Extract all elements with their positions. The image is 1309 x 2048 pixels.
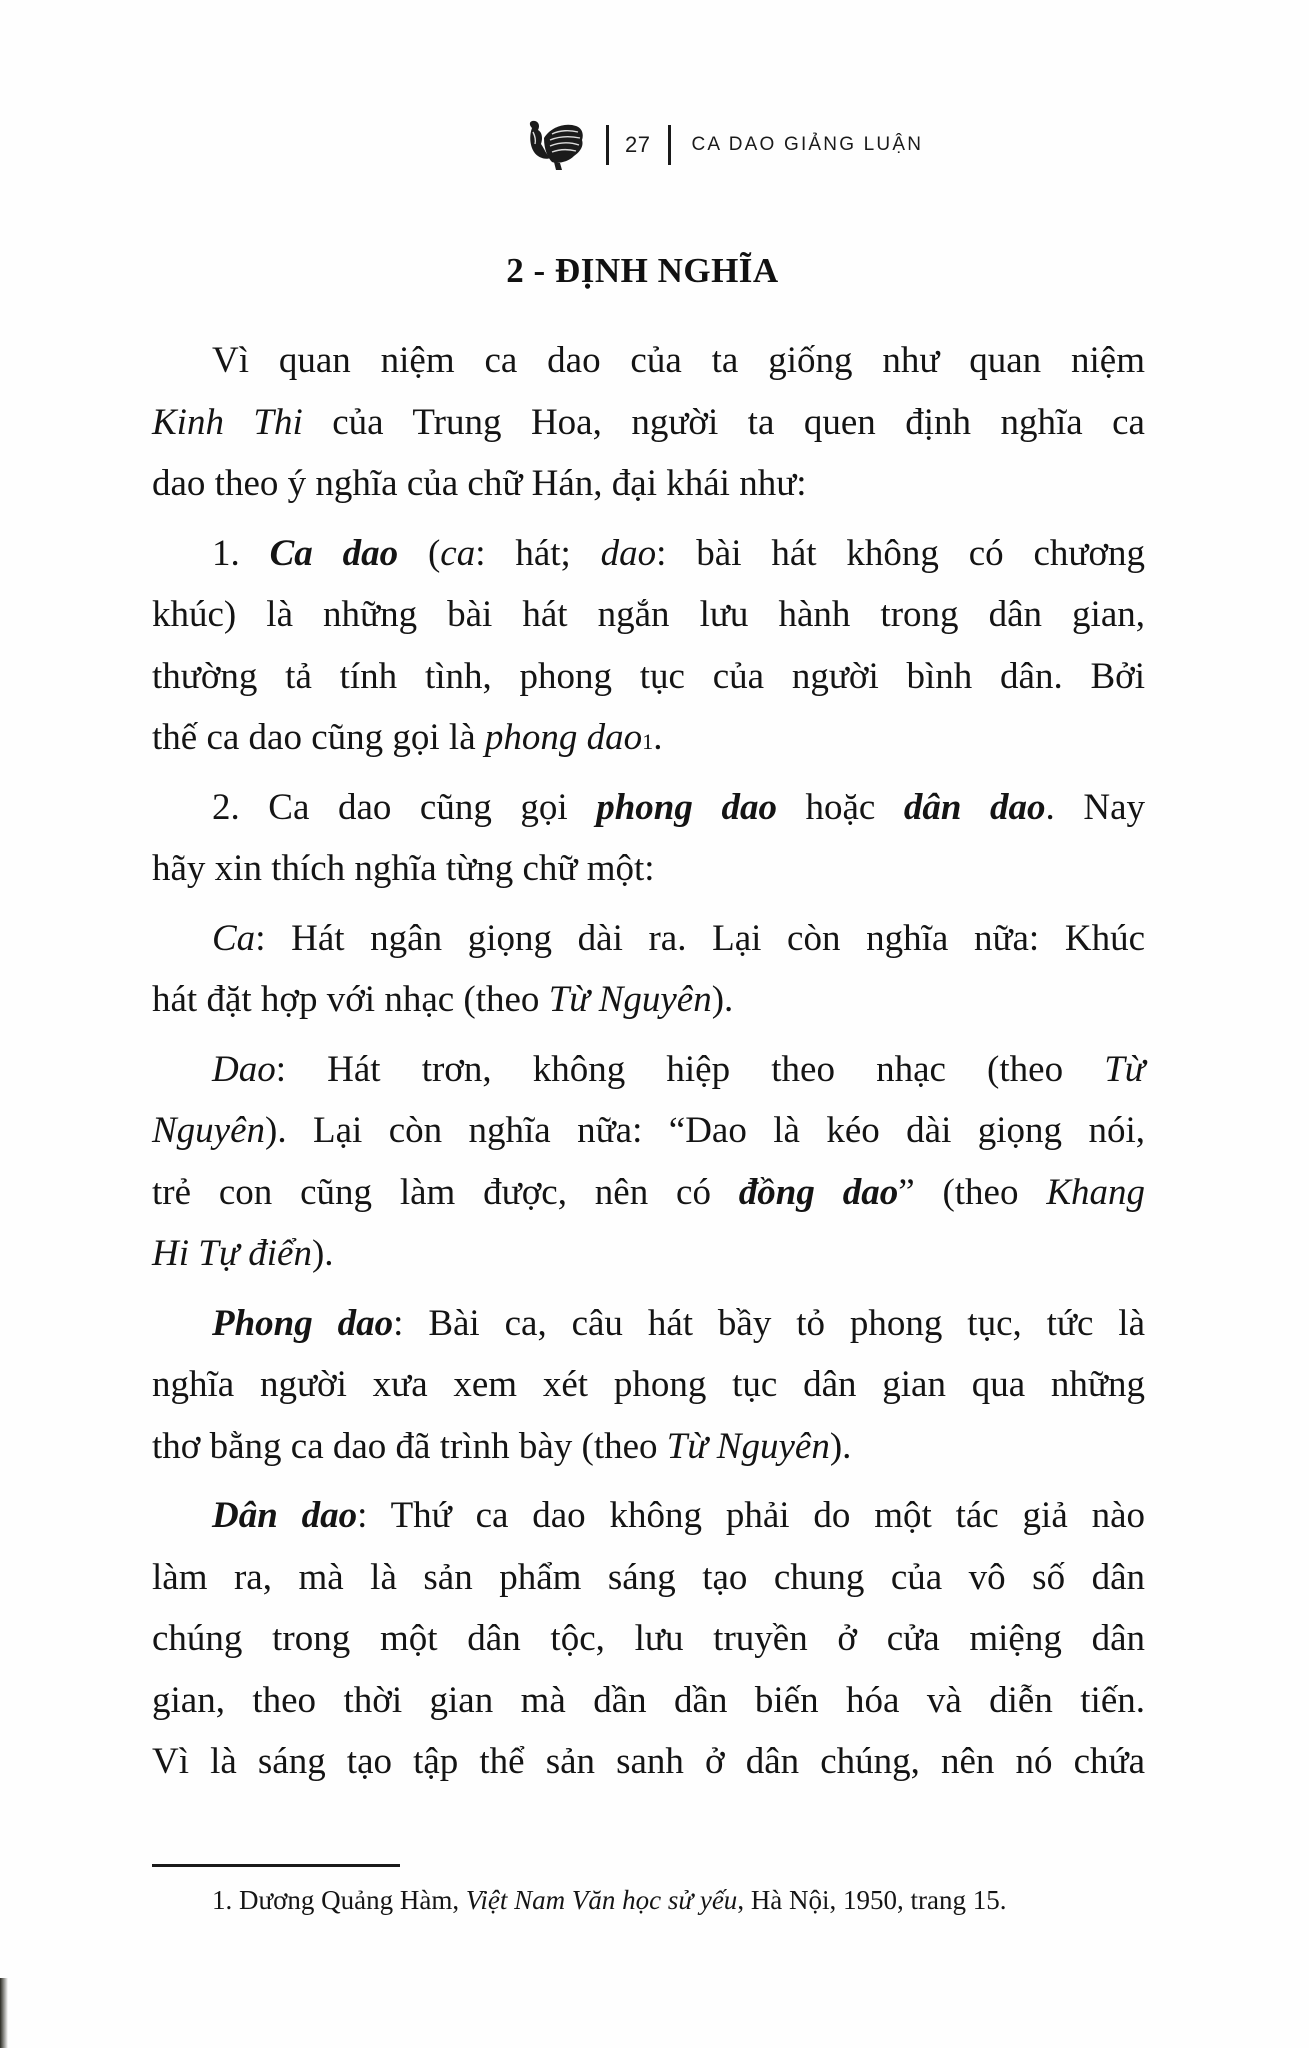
line-content — [212, 523, 1145, 585]
text-run: thế ca dao cũng gọi là — [152, 717, 485, 758]
emphasis-text: phong dao — [484, 717, 643, 758]
text-line — [152, 1731, 1145, 1793]
text-line — [152, 1670, 1145, 1732]
emphasis-text: Kinh Thi — [152, 401, 303, 443]
text-run: . Nay — [1045, 786, 1145, 828]
text-run: dao theo ý nghĩa của chữ Hán, đại khái như: — [152, 463, 807, 504]
text-run: : Hát ngân giọng dài ra. Lại còn nghĩa nữa: Khúc — [255, 917, 1145, 959]
line-content — [152, 1100, 1145, 1162]
text-run: : hát; — [475, 532, 601, 574]
text-run: ). — [311, 1233, 334, 1274]
paragraph — [152, 330, 1145, 515]
text-line — [152, 1608, 1145, 1670]
emphasis-text: Phong dao — [212, 1302, 394, 1344]
text-line — [152, 707, 1145, 769]
line-content — [152, 646, 1145, 708]
paragraph — [152, 1485, 1145, 1793]
emphasis-text: Từ Nguyên — [548, 979, 712, 1020]
text-line — [152, 1416, 1145, 1478]
text-run: khúc) là những bài hát ngắn lưu hành trong dân gian, — [152, 594, 1145, 635]
line-content — [212, 1485, 1145, 1547]
line-content — [212, 1039, 1145, 1101]
text-run: ). — [711, 979, 734, 1020]
emphasis-text: Nguyên — [152, 1110, 266, 1151]
footnote — [212, 1882, 1007, 1918]
line-content — [212, 330, 1145, 392]
text-line — [152, 1162, 1145, 1224]
line-content — [152, 1670, 1145, 1732]
line-content — [212, 1293, 1145, 1355]
text-run: ( — [398, 532, 441, 574]
text-line — [152, 453, 1145, 515]
emphasis-text: phong dao — [596, 786, 777, 828]
footnote-marker: 1 — [642, 729, 654, 754]
line-content — [152, 969, 733, 1031]
text-line — [152, 969, 1145, 1031]
text-run: . — [653, 717, 663, 758]
page-number: 27 — [625, 132, 651, 157]
text-line — [152, 1547, 1145, 1609]
line-content — [152, 1547, 1145, 1609]
emphasis-text: Dân dao — [212, 1495, 358, 1536]
line-content — [152, 1731, 1145, 1793]
text-line — [152, 1223, 1145, 1285]
emphasis-text: Ca — [212, 917, 256, 959]
text-run: hãy xin thích nghĩa từng chữ một: — [152, 848, 655, 889]
text-line — [152, 523, 1145, 585]
paragraph — [152, 777, 1145, 900]
text-run: : Thứ ca dao không phải do một tác giả nào — [357, 1495, 1145, 1536]
emphasis-text: Từ — [1104, 1048, 1145, 1090]
paragraph — [152, 908, 1145, 1031]
text-run: Vì quan niệm ca dao của ta giống như quan niệm — [212, 340, 1145, 381]
text-run: chúng trong một dân tộc, lưu truyền ở cửa miệng dân — [152, 1618, 1145, 1659]
text-line — [152, 392, 1145, 454]
text-run: : bài hát không có chương — [656, 532, 1146, 574]
text-run: , Hà Nội, 1950, trang 15. — [737, 1885, 1007, 1915]
paragraph — [152, 1293, 1145, 1478]
paragraph — [152, 523, 1145, 769]
text-run: hát đặt hợp với nhạc (theo — [152, 979, 549, 1020]
emphasis-text: Từ Nguyên — [666, 1425, 830, 1467]
text-line — [152, 1354, 1145, 1416]
line-content — [152, 707, 662, 769]
text-line — [152, 908, 1145, 970]
emphasis-text: Ca dao — [269, 532, 399, 574]
emphasis-text: Việt Nam Văn học sử yếu — [465, 1885, 738, 1915]
line-content — [152, 1608, 1145, 1670]
text-run: thường tả tính tình, phong tục của người bình dân. Bởi — [152, 655, 1145, 697]
text-run: : Hát trơn, không hiệp theo nhạc (theo — [275, 1048, 1105, 1090]
running-head — [524, 118, 923, 172]
chapter-title — [0, 251, 1309, 291]
text-run: ” (theo — [898, 1171, 1047, 1213]
page-edge-shadow — [0, 1978, 8, 2048]
text-run: của Trung Hoa, người ta quen định nghĩa ca — [302, 401, 1145, 443]
emphasis-text: đồng dao — [738, 1171, 899, 1213]
emphasis-text: Khang — [1046, 1171, 1145, 1213]
line-content — [212, 908, 1145, 970]
text-run: trẻ con cũng làm được, nên có — [152, 1171, 739, 1213]
line-content — [152, 1223, 334, 1285]
text-line — [152, 646, 1145, 708]
line-content — [152, 838, 655, 900]
text-run: : Bài ca, câu hát bầy tỏ phong tục, tức là — [393, 1302, 1145, 1344]
text-run: nghĩa người xưa xem xét phong tục dân gian qua những — [152, 1364, 1145, 1405]
text-run: Vì là sáng tạo tập thể sản sanh ở dân chúng, nên nó chứa — [152, 1741, 1145, 1782]
running-head-divider — [606, 125, 609, 165]
line-content — [152, 584, 1145, 646]
line-content — [152, 1416, 851, 1478]
text-line — [152, 330, 1145, 392]
text-run: gian, theo thời gian mà dần dần biến hóa và diễn tiến. — [152, 1679, 1145, 1721]
book-title: CA DAO GIẢNG LUẬN — [691, 134, 924, 155]
line-content — [152, 453, 807, 515]
text-run: thơ bằng ca dao đã trình bày (theo — [152, 1425, 667, 1467]
line-content — [152, 1354, 1145, 1416]
line-content — [152, 1162, 1145, 1224]
text-run: làm ra, mà là sản phẩm sáng tạo chung của vô số dân — [152, 1556, 1145, 1598]
text-run: 1. — [212, 532, 270, 574]
text-line — [152, 1100, 1145, 1162]
text-line — [152, 1293, 1145, 1355]
rooster-icon — [524, 118, 586, 172]
running-head-divider — [668, 125, 671, 165]
emphasis-text: dao — [600, 532, 657, 574]
chapter-title-text: 2 - ĐỊNH NGHĨA — [506, 251, 779, 291]
line-content — [212, 777, 1145, 839]
text-run: 1. Dương Quảng Hàm, — [212, 1885, 466, 1915]
emphasis-text: Hi Tự điển — [152, 1233, 312, 1274]
emphasis-text: Dao — [212, 1048, 276, 1090]
text-line — [152, 838, 1145, 900]
text-line — [152, 1485, 1145, 1547]
paragraph — [152, 1039, 1145, 1285]
text-run: ). Lại còn nghĩa nữa: “Dao là kéo dài giọng nói, — [265, 1110, 1145, 1151]
body-text — [152, 330, 1145, 1801]
text-line — [152, 1039, 1145, 1101]
footnote-divider — [152, 1864, 400, 1867]
emphasis-text: ca — [440, 532, 476, 574]
emphasis-text: dân dao — [903, 786, 1046, 828]
text-line — [152, 777, 1145, 839]
text-run: 2. Ca dao cũng gọi — [212, 786, 597, 828]
text-run: ). — [829, 1425, 852, 1467]
text-run: hoặc — [776, 786, 904, 828]
line-content — [152, 392, 1145, 454]
text-line — [152, 584, 1145, 646]
